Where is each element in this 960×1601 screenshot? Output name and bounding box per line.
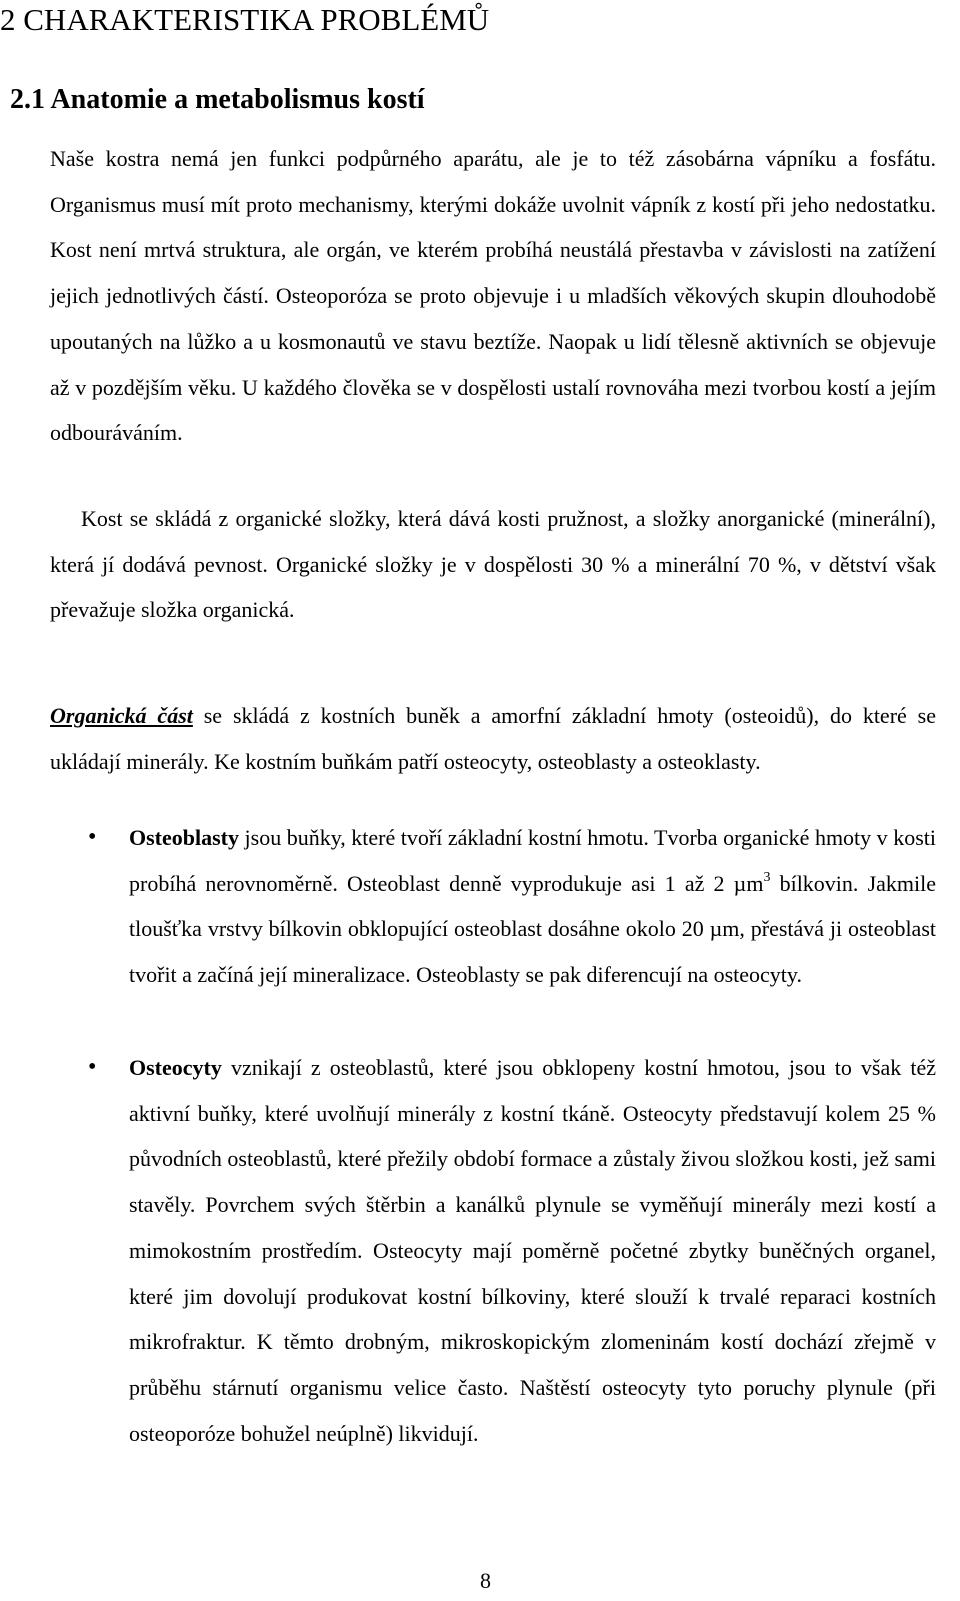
osteoblasty-text-a: jsou buňky, které tvoří základní kostní hmotu. Tvorba organické hmoty v kosti probíhá nerovnoměrně. Osteoblast denně vyprodukuje asi 1 až 2 µm	[129, 825, 936, 896]
bullet-icon: •	[88, 824, 97, 850]
paragraph-organic-part	[50, 693, 936, 784]
chapter-heading: 2 CHARAKTERISTIKA PROBLÉMŮ	[0, 2, 490, 37]
osteoblasty-text-b: bílkovin. Jakmile tloušťka vrstvy bílkovin obklopující osteoblast dosáhne okolo 20 µm, přestává ji osteoblast tvořit a začíná její mineralizace. Osteoblasty se pak diferencují na osteocyty.	[129, 870, 936, 988]
list-item-osteocyty	[129, 1045, 936, 1456]
paragraph-composition: Kost se skládá z organické složky, která dává kosti pružnost, a složky anorganické (minerální), která jí dodává pevnost. Organické složky je v dospělosti 30 % a minerální 70 %, v dětství však převažuje složka organická.	[50, 506, 936, 623]
bullet-icon: •	[88, 1054, 97, 1080]
organic-part-text: se skládá z kostních buněk a amorfní základní hmoty (osteoidů), do které se ukládají minerály. Ke kostním buňkám patří osteocyty, osteoblasty a osteoklasty.	[50, 703, 936, 774]
term-osteoblasty: Osteoblasty	[129, 825, 239, 850]
section-heading: 2.1 Anatomie a metabolismus kostí	[10, 84, 425, 115]
list-item-osteoblasty	[129, 815, 936, 998]
paragraph-intro: Naše kostra nemá jen funkci podpůrného aparátu, ale je to též zásobárna vápníku a fosfátu. Organismus musí mít proto mechanismy, kterými dokáže uvolnit vápník z kostí při jeho nedostatku. Kost není mrtvá struktura, ale orgán, ve kterém probíhá neustálá přestavba v závislosti na zatížení jejich jednotlivých částí. Osteoporóza se proto objevuje i u mladších věkových skupin dlouhodobě upoutaných na lůžko a u kosmonautů ve stavu beztíže. Naopak u lidí tělesně aktivních se objevuje až v pozdějším věku. U každého člověka se v dospělosti ustalí rovnováha mezi tvorbou kostí a jejím odbouráváním.	[50, 146, 936, 446]
term-osteocyty: Osteocyty	[129, 1055, 222, 1080]
superscript-three: 3	[763, 869, 771, 885]
osteocyty-text: vznikají z osteoblastů, které jsou obklopeny kostní hmotou, jsou to však též aktivní buňky, které uvolňují minerály z kostní tkáně. Osteocyty představují kolem 25 % původních osteoblastů, které přežily období formace a zůstaly živou složkou kosti, jež sami stavěly. Povrchem svých štěrbin a kanálků plynule se vyměňují minerály mezi kostí a mimokostním prostředím. Osteocyty mají poměrně početné zbytky buněčných organel, které jim dovolují produkovat kostní bílkoviny, které slouží k trvalé reparaci kostních mikrofraktur. K těmto drobným, mikroskopickým zlomeninám kostí dochází zřejmě v průběhu stárnutí organismu velice často. Naštěstí osteocyty tyto poruchy plynule (při osteoporóze bohužel neúplně) likvidují.	[129, 1055, 936, 1446]
page-number: 8	[480, 1568, 491, 1593]
organic-part-lead: Organická část	[50, 703, 193, 728]
